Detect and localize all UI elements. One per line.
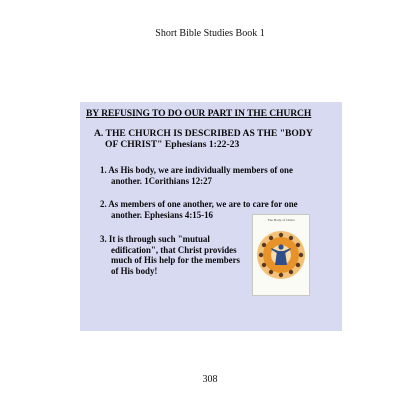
point-1-line-1: 1. As His body, we are individually members of one <box>100 165 293 175</box>
point-3-line-2: edification", that Christ provides <box>111 244 237 255</box>
point-2-line-1: 2. As members of one another, we are to care for one <box>100 199 298 209</box>
point-3 <box>100 234 260 276</box>
point-3-line-1: 3. It is through such "mutual <box>100 234 210 244</box>
point-1 <box>100 165 336 186</box>
page-number: 308 <box>202 374 218 385</box>
body-of-christ-artwork <box>255 229 307 281</box>
section-a-heading <box>94 128 338 150</box>
section-a-line-1: A. THE CHURCH IS DESCRIBED AS THE "BODY <box>94 128 313 139</box>
slide-image <box>80 102 342 331</box>
book-cover-image <box>252 214 310 296</box>
book-cover-title: The Body of Christ <box>267 218 295 222</box>
point-1-line-2: another. 1Corithians 12:27 <box>111 175 212 186</box>
point-3-line-4: of His body! <box>111 265 158 276</box>
point-2-line-2: another. Ephesians 4:15-16 <box>111 209 213 220</box>
section-a-line-2: OF CHRIST" Ephesians 1:22-23 <box>105 139 240 150</box>
slide-title: BY REFUSING TO DO OUR PART IN THE CHURCH <box>86 108 312 119</box>
point-3-line-3: much of His help for the members <box>111 255 241 266</box>
running-header: Short Bible Studies Book 1 <box>155 28 265 39</box>
